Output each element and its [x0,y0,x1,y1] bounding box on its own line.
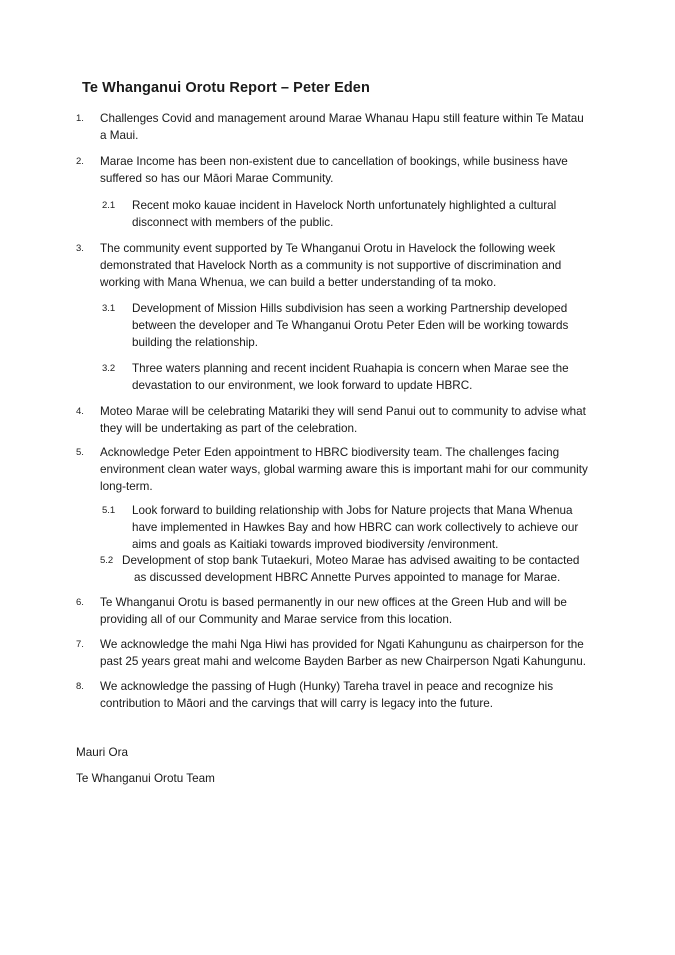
item-text: The community event supported by Te Whanganui Orotu in Havelock the following week demonstrated that Havelock North as a community is not supportive of discrimination and working with Mana Whenua, we can build a better understanding of ta moko. [100,242,562,289]
item-text: Three waters planning and recent incident Ruahapia is concern when Marae see the devastation to our environment, we look forward to update HBRC. [132,362,569,392]
item-number: 5.2 [100,555,114,566]
item-text: Development of Mission Hills subdivision has seen a working Partnership developed between the developer and Te Whanganui Orotu Peter Eden will be working towards building the relationship. [132,302,569,349]
item-number: 5. [76,447,84,458]
item-text-content: Development of stop bank Tutaekuri, Moteo Marae has advised awaiting to be contacted as discussed development HBRC Annette Purves appointed to manage for Marae. [122,554,580,584]
item-number: 1. [76,113,84,124]
item-text: We acknowledge the passing of Hugh (Hunky) Tareha travel in peace and recognize his contribution to Māori and the carvings that will carry is legacy into the future. [100,680,554,710]
item-text: We acknowledge the mahi Nga Hiwi has provided for Ngati Kahungunu as chairperson for the past 25 years great mahi and welcome Bayden Barber as new Chairperson Ngati Kahungunu. [100,638,586,668]
item-number: 6. [76,597,84,608]
item-number: 8. [76,681,84,692]
item-text: Recent moko kauae incident in Havelock North unfortunately highlighted a cultural disconnect with members of the public. [132,199,557,229]
item-number: 7. [76,639,84,650]
item-number: 5.1 [102,505,116,516]
closing-signature: Te Whanganui Orotu Team [76,772,215,785]
item-number: 3. [76,243,84,254]
item-number: 2.1 [102,200,116,211]
item-text: Challenges Covid and management around Marae Whanau Hapu still feature within Te Matau a Maui. [100,112,584,142]
item-text: Acknowledge Peter Eden appointment to HBRC biodiversity team. The challenges facing environment clean water ways, global warming aware this is important mahi for our community long-term. [100,446,588,493]
item-text [122,552,592,586]
report-title: Te Whanganui Orotu Report – Peter Eden [82,80,370,96]
item-text: Marae Income has been non-existent due to cancellation of bookings, while business have suffered so has our Māori Marae Community. [100,155,568,185]
item-text: Look forward to building relationship with Jobs for Nature projects that Mana Whenua have implemented in Hawkes Bay and how HBRC can work collectively to achieve our aims and goals as Kaitiaki towards improved biodiversity /environment. [132,504,579,551]
closing-salutation: Mauri Ora [76,746,128,759]
item-text: Moteo Marae will be celebrating Matariki they will send Panui out to community to advise what they will be undertaking as part of the celebration. [100,405,586,435]
item-number: 3.2 [102,363,116,374]
item-text: Te Whanganui Orotu is based permanently in our new offices at the Green Hub and will be providing all of our Community and Marae service from this location. [100,596,567,626]
item-number: 2. [76,156,84,167]
item-number: 4. [76,406,84,417]
item-number: 3.1 [102,303,116,314]
